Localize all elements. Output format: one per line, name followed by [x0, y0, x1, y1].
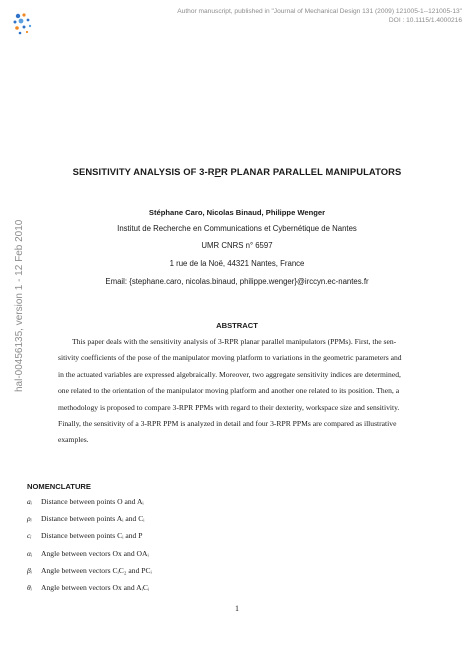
abstract-line: This paper deals with the sensitivity analysis of 3-RPR planar parallel manipulators (PPMs). First, the sen-: [72, 337, 397, 346]
affiliation-email: Email: {stephane.caro, nicolas.binaud, philippe.wenger}@irccyn.ec-nantes.fr: [105, 277, 369, 286]
nomenclature-symbol: ρᵢ: [27, 514, 32, 524]
nomenclature-symbol: aᵢ: [27, 497, 32, 506]
paper-title-part1: SENSITIVITY ANALYSIS OF 3-R: [72, 166, 215, 177]
abstract-line: Finally, the sensitivity of a 3-RPR PPM is analyzed in detail and four 3-RPR PPMs are compared as illustrative: [58, 419, 397, 429]
abstract-heading: ABSTRACT: [216, 321, 258, 330]
paper-title-part2: R PLANAR PARALLEL MANIPULATORS: [220, 166, 402, 177]
nomenclature-description: Distance between points Cᵢ and P: [41, 531, 143, 541]
nomenclature-heading: NOMENCLATURE: [27, 482, 91, 491]
publication-note-line1: Author manuscript, published in "Journal of Mechanical Design 131 (2009) 121005-1--121005-13": [177, 8, 462, 15]
nomenclature-description: Distance between points Aᵢ and Cᵢ: [41, 514, 145, 524]
abstract-line: one related to the orientation of the manipulator moving platform and another one related to its position. Then, a: [58, 386, 400, 396]
abstract-line: in the actuated variables are expressed algebraically. Moreover, two aggregate sensitivity indices are determined,: [58, 369, 401, 379]
nomenclature-list: [27, 497, 152, 600]
abstract-line: examples.: [58, 435, 89, 445]
abstract-line: methodology is proposed to compare 3-RPR PPMs with regard to their dexterity, workspace size and sensitivity.: [58, 402, 400, 412]
hal-logo-icon: [10, 10, 38, 38]
nomenclature-description: Angle between vectors Ox and OAᵢ: [41, 548, 149, 558]
nomenclature-item: [27, 514, 152, 531]
page-number: 1: [235, 604, 239, 613]
nomenclature-item: [27, 566, 152, 583]
doi-line: DOI : 10.1115/1.4000216: [388, 16, 462, 24]
nomenclature-item: [27, 549, 152, 566]
nomenclature-item: [27, 497, 152, 514]
abstract-line: sitivity coefficients of the pose of the manipulator moving platform to variations in the geometric parameters and: [58, 353, 402, 363]
nomenclature-description: Distance between points O and Aᵢ: [41, 497, 144, 506]
nomenclature-description: Angle between vectors Ox and AᵢCᵢ: [41, 582, 150, 592]
affiliation-umr: UMR CNRS n° 6597: [201, 241, 273, 250]
nomenclature-description: Angle between vectors CᵢC₂ and PCᵢ: [41, 565, 152, 575]
paper-title: [0, 166, 474, 177]
author-list: Stéphane Caro, Nicolas Binaud, Philippe Wenger: [148, 208, 326, 217]
nomenclature-symbol: βᵢ: [27, 565, 32, 575]
nomenclature-item: [27, 583, 152, 600]
paper-title-overlined-p: P: [214, 166, 221, 177]
nomenclature-item: [27, 531, 152, 548]
abstract-body: [58, 334, 446, 449]
nomenclature-symbol: cᵢ: [27, 531, 32, 541]
hal-side-stamp: hal-00456135, version 1 - 12 Feb 2010: [14, 219, 25, 392]
affiliation-address: 1 rue de la Noë, 44321 Nantes, France: [169, 259, 305, 268]
publication-note: [177, 8, 462, 26]
nomenclature-symbol: αᵢ: [27, 548, 33, 558]
affiliation-institute: Institut de Recherche en Communications et Cybernétique de Nantes: [117, 224, 357, 233]
nomenclature-symbol: θᵢ: [27, 582, 32, 592]
